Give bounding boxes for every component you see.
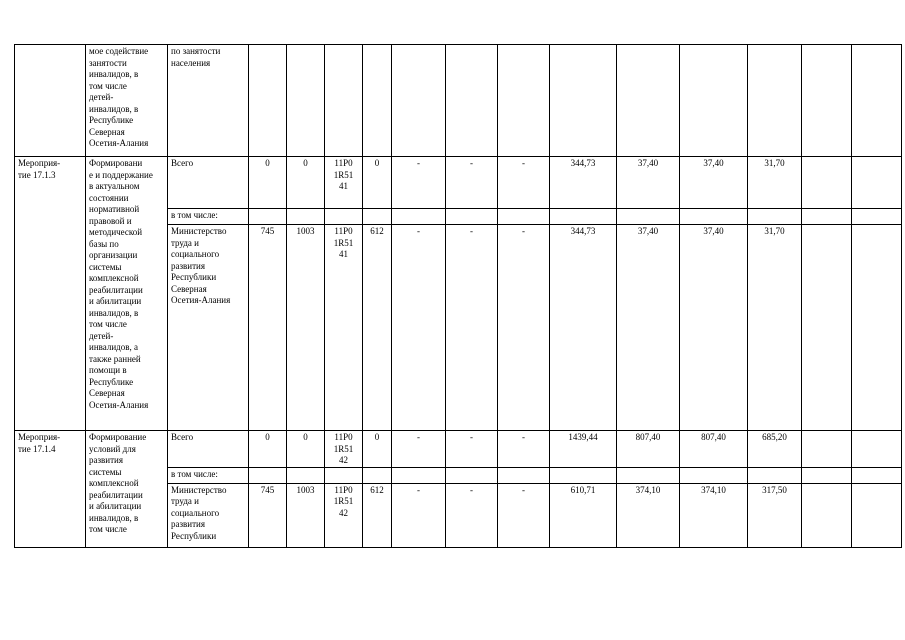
cell-grbs: 0 — [249, 431, 287, 468]
cell-text-line: Мероприя- — [18, 158, 61, 168]
cell-text-line: занятости — [89, 57, 127, 68]
table-row — [15, 157, 902, 209]
cell-csr — [325, 431, 363, 468]
cell-text-line: 1R51 — [333, 496, 354, 506]
cell-measure-name — [86, 431, 168, 548]
cell-value-2: 37,40 — [680, 225, 748, 431]
cell-text-line: 1R51 — [333, 237, 354, 248]
cell-row-label — [168, 225, 249, 431]
cell-year-3: - — [498, 483, 550, 547]
cell-year-2: - — [446, 431, 498, 468]
cell-row-label — [168, 157, 249, 209]
cell-measure-name — [86, 45, 168, 157]
cell-text-line: Осетия-Алания — [89, 138, 149, 148]
cell-value-3: 31,70 — [748, 157, 802, 209]
cell-year-3: - — [498, 157, 550, 209]
cell-text-line: и абилитации — [89, 501, 142, 511]
cell-year-1: - — [392, 225, 446, 431]
cell-text-line: в том числе: — [171, 468, 218, 479]
cell-text-line: развития — [171, 260, 206, 271]
cell-text-line: Формировани — [89, 158, 143, 168]
cell-text-line: комплексной — [89, 478, 139, 488]
cell-text-line: Осетия-Алания — [89, 399, 149, 410]
cell-text-line: Министерство — [171, 226, 227, 236]
cell-text-line: методической — [89, 227, 143, 237]
cell-value-3: 317,50 — [748, 483, 802, 547]
cell-csr — [325, 157, 363, 209]
cell-text-line: инвалидов, в — [89, 307, 139, 318]
cell-rzpr: 0 — [287, 431, 325, 468]
cell-text-line: Северная — [89, 126, 125, 137]
cell-text-line: Осетия-Алания — [171, 295, 231, 305]
cell-row-label — [168, 431, 249, 468]
cell-row-label — [168, 483, 249, 547]
cell-text-line: инвалидов, в — [89, 69, 139, 79]
cell-text-line: инвалидов, а — [89, 342, 138, 352]
cell-value-2: 807,40 — [680, 431, 748, 468]
cell-rzpr: 0 — [287, 157, 325, 209]
table-row — [15, 45, 902, 157]
cell-text-line: 1R51 — [333, 443, 354, 454]
cell-measure-code — [15, 157, 86, 431]
cell-value-3: 685,20 — [748, 431, 802, 468]
cell-row-label — [168, 467, 249, 483]
cell-row-label — [168, 209, 249, 225]
cell-year-2: - — [446, 483, 498, 547]
cell-text-line: реабилитации — [89, 489, 143, 500]
cell-text-line: Всего — [171, 432, 194, 442]
cell-text-line: базы по — [89, 238, 119, 249]
cell-text-line: труда и — [171, 496, 199, 506]
cell-text-line: Формирование — [89, 432, 147, 442]
cell-text-line: развития — [89, 455, 124, 465]
cell-text-line: и абилитации — [89, 296, 142, 306]
cell-measure-code — [15, 431, 86, 548]
cell-rzpr: 1003 — [287, 483, 325, 547]
cell-text-line: социального — [171, 507, 220, 518]
cell-total: 344,73 — [550, 157, 617, 209]
cell-text-line: населения — [171, 57, 211, 68]
cell-vr: 0 — [363, 431, 392, 468]
cell-grbs: 745 — [249, 225, 287, 431]
cell-text-line: системы — [89, 466, 122, 477]
cell-text-line: е и поддержание — [89, 169, 153, 180]
cell-value-1: 374,10 — [617, 483, 680, 547]
cell-text-line: 41 — [339, 249, 348, 259]
cell-text-line: социального — [171, 249, 220, 259]
cell-vr: 612 — [363, 483, 392, 547]
cell-text-line: детей- — [89, 330, 114, 341]
cell-year-3: - — [498, 225, 550, 431]
cell-text-line: по занятости — [171, 46, 221, 56]
cell-text-line: труда и — [171, 237, 199, 248]
cell-text-line: Министерство — [171, 484, 227, 495]
cell-value-1: 37,40 — [617, 157, 680, 209]
cell-total: 610,71 — [550, 483, 617, 547]
cell-text-line: 42 — [339, 455, 348, 465]
cell-csr — [325, 225, 363, 431]
cell-text-line: Республике — [89, 115, 134, 125]
cell-text-line: 11Р0 — [334, 484, 353, 495]
cell-text-line: Северная — [89, 388, 125, 398]
cell-text-line: 1R51 — [333, 169, 354, 180]
cell-value-1: 807,40 — [617, 431, 680, 468]
cell-text-line: Республики — [171, 272, 217, 282]
table-row — [15, 431, 902, 468]
cell-executor — [168, 45, 249, 157]
cell-text-line: инвалидов, в — [89, 103, 139, 114]
cell-rzpr: 1003 — [287, 225, 325, 431]
cell-year-2: - — [446, 225, 498, 431]
cell-text-line: мое содействие — [89, 46, 149, 56]
cell-grbs: 0 — [249, 157, 287, 209]
cell-text-line: правовой и — [89, 215, 132, 226]
cell-text-line: состоянии — [89, 192, 129, 203]
cell-text-line: 42 — [339, 507, 348, 518]
cell-text-line: том числе — [89, 80, 127, 91]
cell-text-line: тие 17.1.3 — [18, 169, 56, 180]
cell-text-line: в актуальном — [89, 181, 140, 191]
cell-text-line: организации — [89, 250, 138, 260]
cell-vr: 0 — [363, 157, 392, 209]
cell-text-line: том числе — [89, 319, 127, 329]
cell-value-1: 37,40 — [617, 225, 680, 431]
cell-text-line: также ранней — [89, 353, 141, 364]
cell-text-line: детей- — [89, 92, 114, 102]
cell-text-line: Северная — [171, 283, 207, 294]
cell-year-3: - — [498, 431, 550, 468]
cell-text-line: 11Р0 — [334, 226, 353, 236]
cell-year-2: - — [446, 157, 498, 209]
cell-year-1: - — [392, 157, 446, 209]
cell-text-line: в том числе: — [171, 210, 218, 220]
budget-table — [14, 44, 902, 548]
cell-csr — [325, 483, 363, 547]
cell-text-line: комплексной — [89, 273, 139, 283]
cell-text-line: реабилитации — [89, 284, 143, 295]
cell-text-line: Всего — [171, 158, 194, 168]
cell-year-1: - — [392, 483, 446, 547]
cell-value-3: 31,70 — [748, 225, 802, 431]
cell-total: 344,73 — [550, 225, 617, 431]
cell-text-line: условий для — [89, 443, 136, 454]
cell-year-1: - — [392, 431, 446, 468]
cell-grbs: 745 — [249, 483, 287, 547]
cell-text-line: развития — [171, 519, 206, 529]
cell-text-line: тие 17.1.4 — [18, 443, 56, 454]
cell-text-line: 11Р0 — [334, 432, 353, 442]
cell-text-line: нормативной — [89, 204, 140, 214]
cell-total: 1439,44 — [550, 431, 617, 468]
cell-text-line: 11Р0 — [334, 158, 353, 168]
cell-text-line: Республике — [89, 376, 134, 387]
cell-text-line: инвалидов, в — [89, 512, 139, 523]
cell-text-line: помощи в — [89, 365, 127, 375]
cell-text-line: Республики — [171, 530, 217, 541]
cell-vr: 612 — [363, 225, 392, 431]
cell-text-line: Мероприя- — [18, 432, 61, 442]
cell-value-2: 374,10 — [680, 483, 748, 547]
cell-text-line: том числе — [89, 524, 127, 534]
cell-measure-name — [86, 157, 168, 431]
cell-text-line: 41 — [339, 181, 348, 191]
cell-value-2: 37,40 — [680, 157, 748, 209]
cell-code — [15, 45, 86, 157]
cell-text-line: системы — [89, 261, 122, 272]
